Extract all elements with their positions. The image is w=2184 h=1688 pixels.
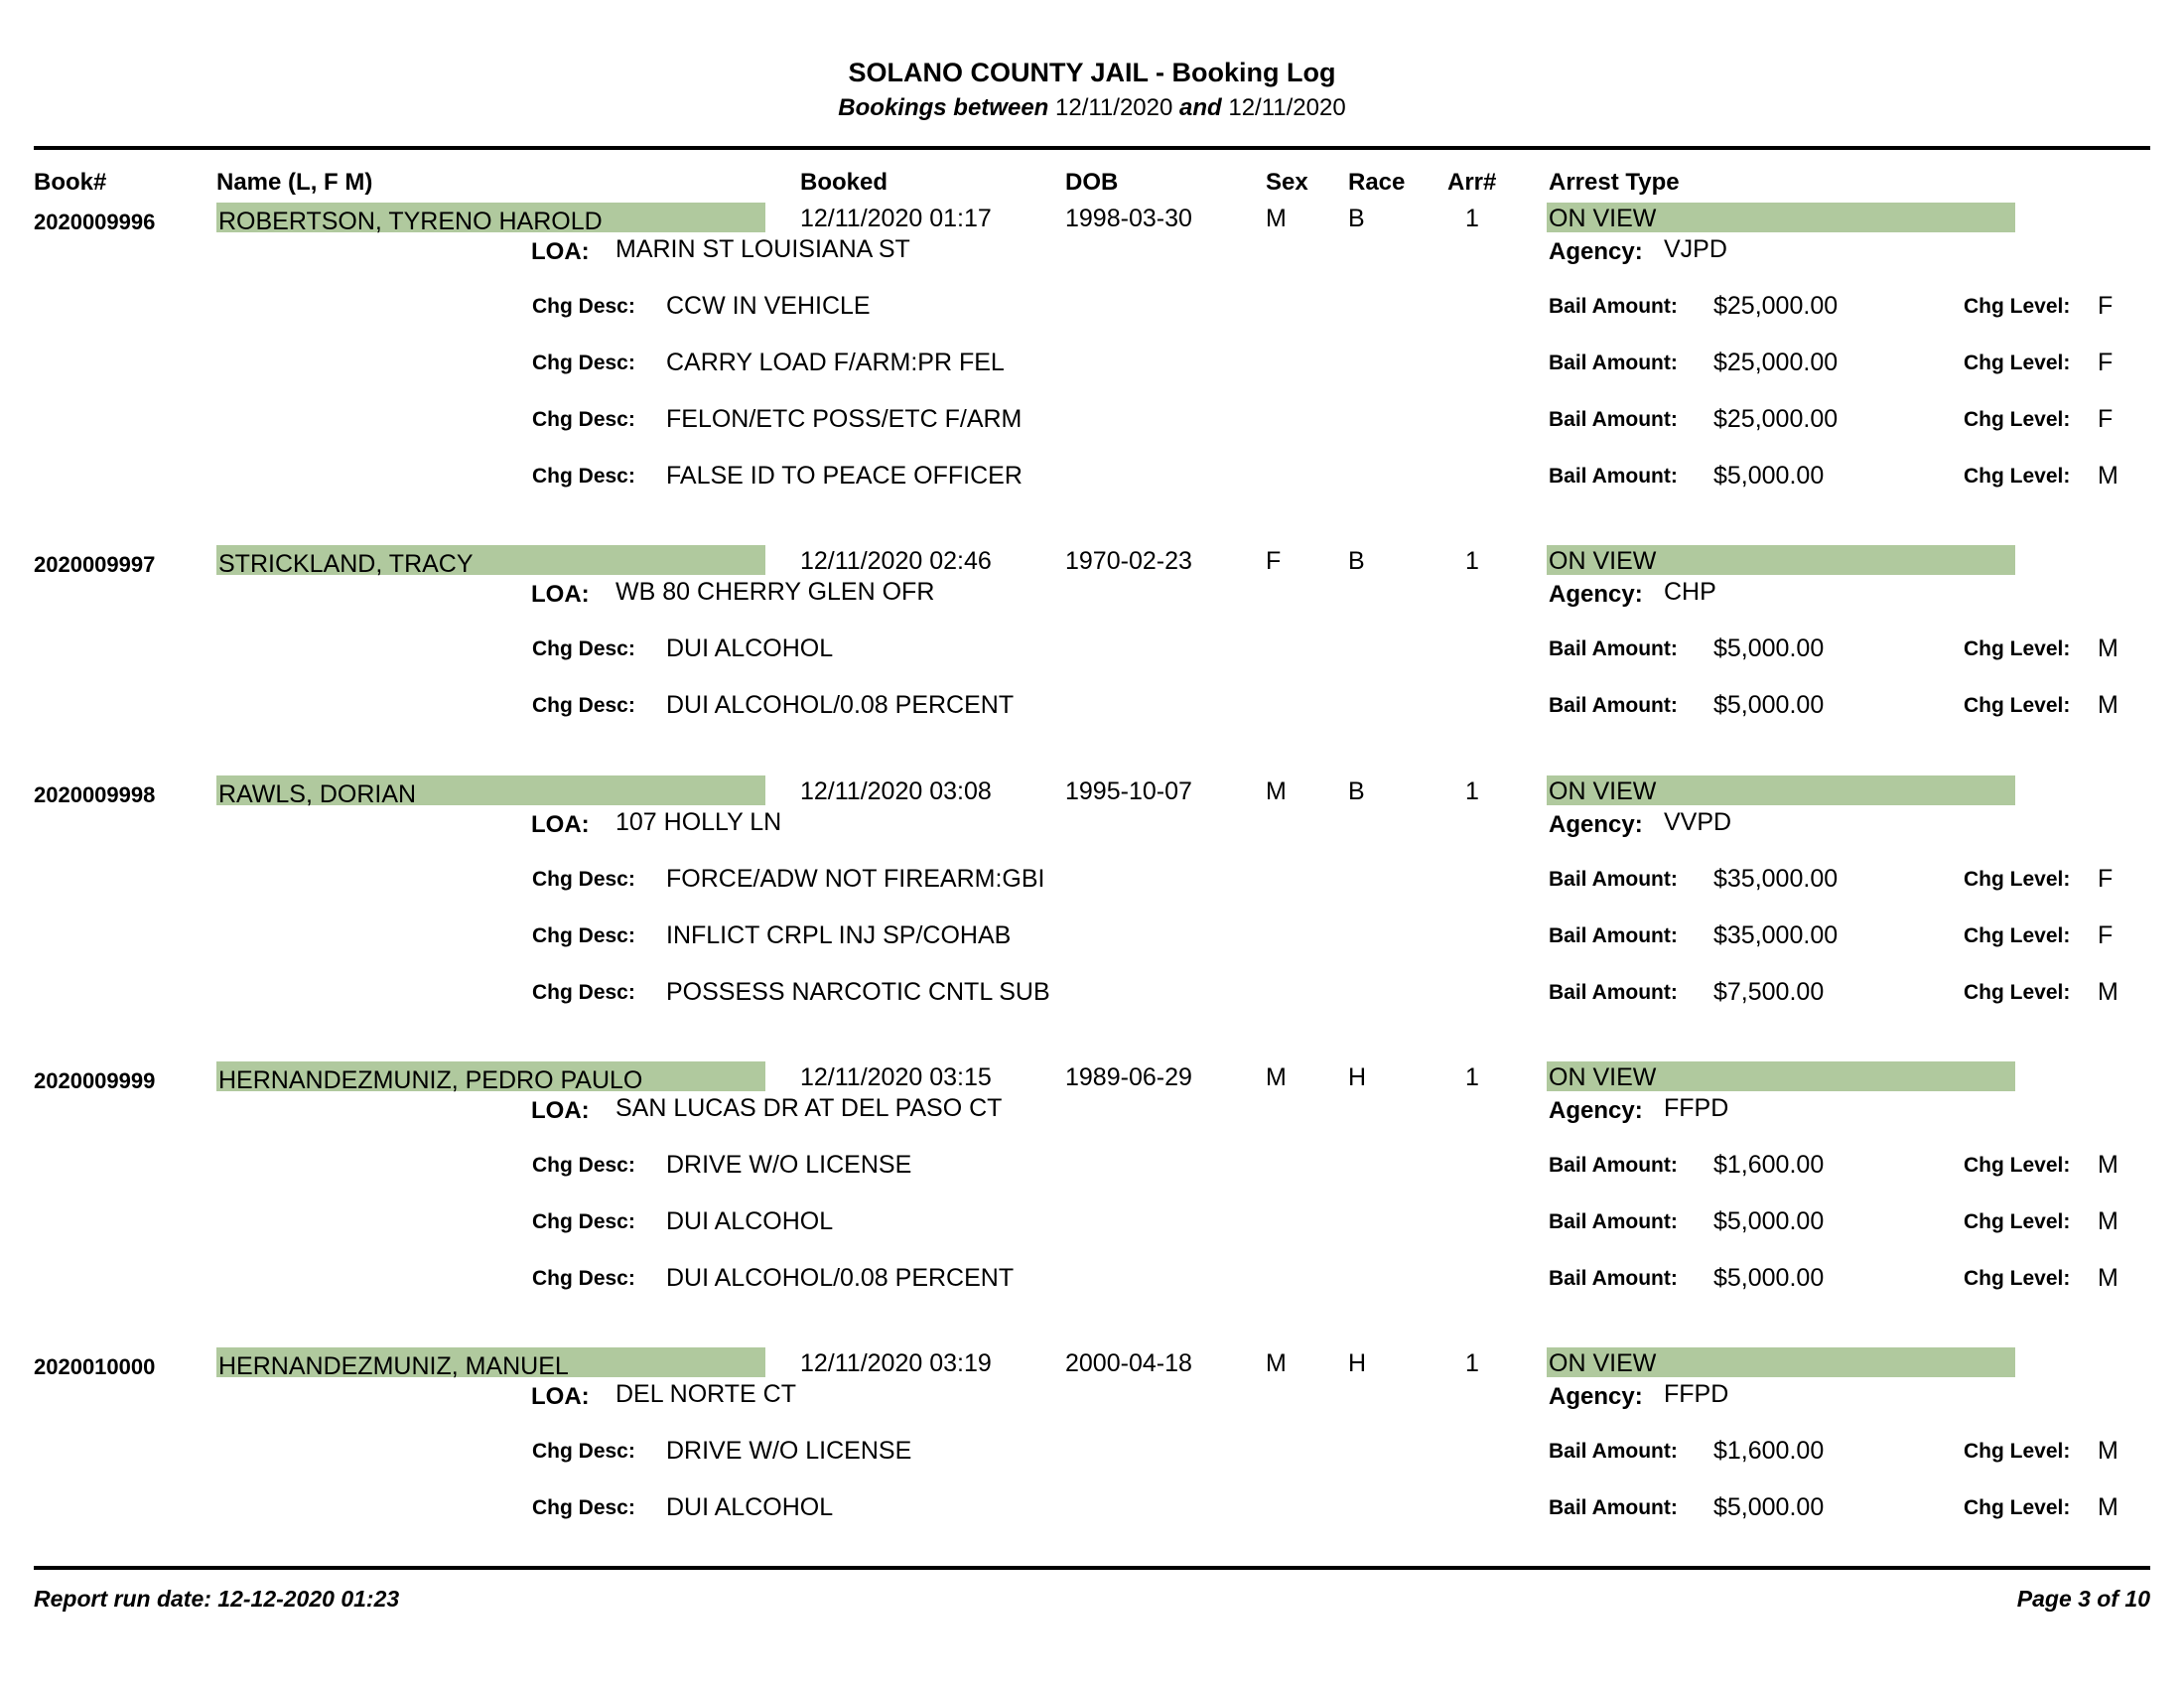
bail-amount-label: Bail Amount: <box>1549 694 1678 717</box>
charge-level: M <box>2098 634 2118 662</box>
date-of-birth: 1998-03-30 <box>1065 205 1192 232</box>
col-header-name: Name (L, F M) <box>216 169 373 196</box>
charge-description: FALSE ID TO PEACE OFFICER <box>666 462 1023 490</box>
agency-label: Agency: <box>1549 238 1643 265</box>
arrest-type-highlight <box>1547 203 2015 232</box>
location-of-arrest: SAN LUCAS DR AT DEL PASO CT <box>615 1094 1003 1122</box>
charge-description: DUI ALCOHOL <box>666 1207 834 1235</box>
bail-amount-label: Bail Amount: <box>1549 1210 1678 1233</box>
arrest-type: ON VIEW <box>1549 205 1657 232</box>
charge-description: DRIVE W/O LICENSE <box>666 1437 912 1465</box>
agency-value: VVPD <box>1664 808 1732 836</box>
book-number: 2020009997 <box>34 552 156 577</box>
charge-level-label: Chg Level: <box>1964 924 2071 947</box>
charge-description: CARRY LOAD F/ARM:PR FEL <box>666 349 1005 376</box>
charge-level: F <box>2098 349 2114 376</box>
arrest-type: ON VIEW <box>1549 547 1657 575</box>
agency-value: VJPD <box>1664 235 1727 263</box>
bail-amount-label: Bail Amount: <box>1549 1154 1678 1177</box>
charge-level: M <box>2098 978 2118 1006</box>
bail-amount-label: Bail Amount: <box>1549 1267 1678 1290</box>
sex-value: M <box>1266 777 1287 805</box>
book-number: 2020009998 <box>34 782 156 807</box>
bail-amount-label: Bail Amount: <box>1549 295 1678 318</box>
bail-amount-label: Bail Amount: <box>1549 981 1678 1004</box>
charge-level: M <box>2098 462 2118 490</box>
charge-description: FORCE/ADW NOT FIREARM:GBI <box>666 865 1045 893</box>
charge-desc-label: Chg Desc: <box>532 1267 635 1290</box>
sex-value: M <box>1266 1349 1287 1377</box>
col-header-book: Book# <box>34 169 107 196</box>
inmate-name: HERNANDEZMUNIZ, MANUEL <box>218 1352 569 1380</box>
bail-amount: $5,000.00 <box>1713 462 1825 490</box>
charge-description: DUI ALCOHOL/0.08 PERCENT <box>666 691 1015 719</box>
charge-level: M <box>2098 1264 2118 1292</box>
bail-amount-label: Bail Amount: <box>1549 352 1678 374</box>
loa-label: LOA: <box>531 1097 590 1124</box>
charge-level-label: Chg Level: <box>1964 1210 2071 1233</box>
sex-value: M <box>1266 1063 1287 1091</box>
arrest-count: 1 <box>1465 205 1479 232</box>
charge-level: M <box>2098 1151 2118 1179</box>
charge-level-label: Chg Level: <box>1964 637 2071 660</box>
charge-level-label: Chg Level: <box>1964 295 2071 318</box>
charge-desc-label: Chg Desc: <box>532 352 635 374</box>
arrest-type-highlight <box>1547 1061 2015 1091</box>
col-header-race: Race <box>1348 169 1406 196</box>
loa-label: LOA: <box>531 581 590 608</box>
top-rule <box>34 146 2150 150</box>
bail-amount: $5,000.00 <box>1713 1264 1825 1292</box>
date-of-birth: 1970-02-23 <box>1065 547 1192 575</box>
col-header-dob: DOB <box>1065 169 1119 196</box>
charge-description: POSSESS NARCOTIC CNTL SUB <box>666 978 1050 1006</box>
charge-description: CCW IN VEHICLE <box>666 292 871 320</box>
charge-description: DRIVE W/O LICENSE <box>666 1151 912 1179</box>
charge-level: M <box>2098 1207 2118 1235</box>
charge-description: DUI ALCOHOL/0.08 PERCENT <box>666 1264 1015 1292</box>
loa-label: LOA: <box>531 238 590 265</box>
charge-description: INFLICT CRPL INJ SP/COHAB <box>666 921 1012 949</box>
charge-level-label: Chg Level: <box>1964 694 2071 717</box>
charge-desc-label: Chg Desc: <box>532 295 635 318</box>
sex-value: F <box>1266 547 1282 575</box>
inmate-name: ROBERTSON, TYRENO HAROLD <box>218 208 603 235</box>
arrest-type: ON VIEW <box>1549 1063 1657 1091</box>
charge-level: F <box>2098 292 2114 320</box>
inmate-name: STRICKLAND, TRACY <box>218 550 474 578</box>
race-value: H <box>1348 1349 1367 1377</box>
booked-datetime: 12/11/2020 03:08 <box>800 777 992 805</box>
subtitle-prefix: Bookings between <box>838 94 1049 121</box>
charge-level-label: Chg Level: <box>1964 1267 2071 1290</box>
bail-amount: $5,000.00 <box>1713 691 1825 719</box>
bail-amount: $7,500.00 <box>1713 978 1825 1006</box>
date-to: 12/11/2020 <box>1228 94 1346 121</box>
loa-label: LOA: <box>531 811 590 838</box>
date-of-birth: 1989-06-29 <box>1065 1063 1192 1091</box>
agency-value: FFPD <box>1664 1094 1729 1122</box>
book-number: 2020009999 <box>34 1068 156 1093</box>
date-of-birth: 1995-10-07 <box>1065 777 1192 805</box>
charge-desc-label: Chg Desc: <box>532 1496 635 1519</box>
bail-amount-label: Bail Amount: <box>1549 924 1678 947</box>
loa-label: LOA: <box>531 1383 590 1410</box>
bail-amount: $25,000.00 <box>1713 405 1839 433</box>
location-of-arrest: WB 80 CHERRY GLEN OFR <box>615 578 935 606</box>
charge-desc-label: Chg Desc: <box>532 981 635 1004</box>
name-highlight <box>216 1061 765 1094</box>
agency-label: Agency: <box>1549 811 1643 838</box>
agency-label: Agency: <box>1549 581 1643 608</box>
name-highlight <box>216 1347 765 1380</box>
location-of-arrest: MARIN ST LOUISIANA ST <box>615 235 910 263</box>
bail-amount: $25,000.00 <box>1713 349 1839 376</box>
report-title: SOLANO COUNTY JAIL - Booking Log <box>848 58 1336 87</box>
bail-amount-label: Bail Amount: <box>1549 1440 1678 1463</box>
arrest-count: 1 <box>1465 777 1479 805</box>
charge-level-label: Chg Level: <box>1964 408 2071 431</box>
location-of-arrest: DEL NORTE CT <box>615 1380 796 1408</box>
arrest-count: 1 <box>1465 547 1479 575</box>
page-number: Page 3 of 10 <box>2016 1586 2150 1612</box>
charge-level-label: Chg Level: <box>1964 352 2071 374</box>
col-header-arrest-type: Arrest Type <box>1549 169 1680 196</box>
date-of-birth: 2000-04-18 <box>1065 1349 1192 1377</box>
charge-level-label: Chg Level: <box>1964 868 2071 891</box>
arrest-type-highlight <box>1547 775 2015 805</box>
bail-amount: $25,000.00 <box>1713 292 1839 320</box>
arrest-type: ON VIEW <box>1549 777 1657 805</box>
arrest-count: 1 <box>1465 1349 1479 1377</box>
col-header-sex: Sex <box>1266 169 1308 196</box>
name-highlight <box>216 775 765 808</box>
col-header-arr: Arr# <box>1447 169 1497 196</box>
agency-value: FFPD <box>1664 1380 1729 1408</box>
race-value: H <box>1348 1063 1367 1091</box>
inmate-name: HERNANDEZMUNIZ, PEDRO PAULO <box>218 1066 643 1094</box>
charge-level: M <box>2098 691 2118 719</box>
bail-amount: $1,600.00 <box>1713 1151 1825 1179</box>
name-highlight <box>216 203 765 235</box>
report-subtitle <box>0 94 2184 122</box>
bail-amount-label: Bail Amount: <box>1549 1496 1678 1519</box>
bail-amount-label: Bail Amount: <box>1549 637 1678 660</box>
charge-desc-label: Chg Desc: <box>532 1440 635 1463</box>
agency-label: Agency: <box>1549 1383 1643 1410</box>
charge-level-label: Chg Level: <box>1964 1154 2071 1177</box>
race-value: B <box>1348 777 1365 805</box>
location-of-arrest: 107 HOLLY LN <box>615 808 782 836</box>
sex-value: M <box>1266 205 1287 232</box>
report-run-date: Report run date: 12-12-2020 01:23 <box>34 1586 400 1612</box>
bail-amount: $35,000.00 <box>1713 865 1839 893</box>
bail-amount-label: Bail Amount: <box>1549 868 1678 891</box>
charge-desc-label: Chg Desc: <box>532 637 635 660</box>
booked-datetime: 12/11/2020 03:19 <box>800 1349 992 1377</box>
date-from: 12/11/2020 <box>1055 94 1173 121</box>
bottom-rule <box>34 1566 2150 1570</box>
name-highlight <box>216 545 765 578</box>
charge-level-label: Chg Level: <box>1964 981 2071 1004</box>
bail-amount: $1,600.00 <box>1713 1437 1825 1465</box>
arrest-count: 1 <box>1465 1063 1479 1091</box>
charge-level-label: Chg Level: <box>1964 1440 2071 1463</box>
arrest-type: ON VIEW <box>1549 1349 1657 1377</box>
bail-amount: $5,000.00 <box>1713 634 1825 662</box>
charge-desc-label: Chg Desc: <box>532 408 635 431</box>
charge-description: FELON/ETC POSS/ETC F/ARM <box>666 405 1023 433</box>
book-number: 2020009996 <box>34 210 156 234</box>
race-value: B <box>1348 205 1365 232</box>
bail-amount-label: Bail Amount: <box>1549 408 1678 431</box>
inmate-name: RAWLS, DORIAN <box>218 780 417 808</box>
charge-desc-label: Chg Desc: <box>532 924 635 947</box>
charge-level: F <box>2098 865 2114 893</box>
charge-level-label: Chg Level: <box>1964 465 2071 488</box>
charge-desc-label: Chg Desc: <box>532 465 635 488</box>
bail-amount: $5,000.00 <box>1713 1493 1825 1521</box>
charge-description: DUI ALCOHOL <box>666 634 834 662</box>
arrest-type-highlight <box>1547 1347 2015 1377</box>
race-value: B <box>1348 547 1365 575</box>
arrest-type-highlight <box>1547 545 2015 575</box>
charge-level: M <box>2098 1437 2118 1465</box>
charge-desc-label: Chg Desc: <box>532 694 635 717</box>
booked-datetime: 12/11/2020 02:46 <box>800 547 992 575</box>
subtitle-and: and <box>1179 94 1222 121</box>
charge-desc-label: Chg Desc: <box>532 868 635 891</box>
booked-datetime: 12/11/2020 01:17 <box>800 205 992 232</box>
charge-level: M <box>2098 1493 2118 1521</box>
agency-label: Agency: <box>1549 1097 1643 1124</box>
charge-level: F <box>2098 921 2114 949</box>
charge-description: DUI ALCOHOL <box>666 1493 834 1521</box>
col-header-booked: Booked <box>800 169 888 196</box>
book-number: 2020010000 <box>34 1354 156 1379</box>
agency-value: CHP <box>1664 578 1716 606</box>
charge-desc-label: Chg Desc: <box>532 1154 635 1177</box>
bail-amount-label: Bail Amount: <box>1549 465 1678 488</box>
bail-amount: $5,000.00 <box>1713 1207 1825 1235</box>
charge-desc-label: Chg Desc: <box>532 1210 635 1233</box>
booked-datetime: 12/11/2020 03:15 <box>800 1063 992 1091</box>
bail-amount: $35,000.00 <box>1713 921 1839 949</box>
charge-level: F <box>2098 405 2114 433</box>
charge-level-label: Chg Level: <box>1964 1496 2071 1519</box>
